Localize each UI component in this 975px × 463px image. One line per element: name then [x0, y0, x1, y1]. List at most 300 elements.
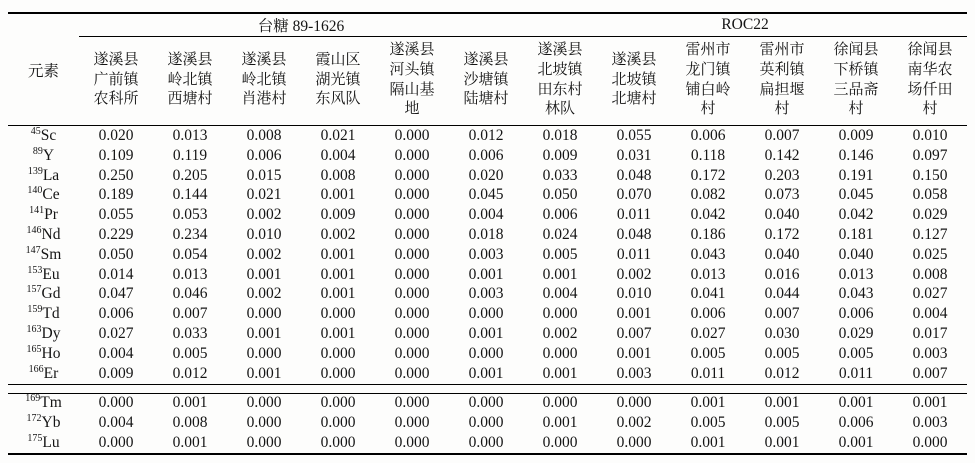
value-cell: 0.004: [320, 146, 356, 164]
rare-earth-element-table: [8, 12, 967, 455]
value-cell: 0.000: [394, 285, 430, 303]
value-cell: 0.001: [819, 393, 893, 414]
value-cell: 0.004: [468, 206, 504, 224]
location-column-header: [153, 37, 227, 126]
value-cell: 0.045: [838, 186, 874, 204]
location-name-line: 河头镇: [389, 61, 435, 78]
location-name-line: 遂溪县: [537, 42, 583, 58]
location-name-line: 北坡镇: [537, 61, 583, 78]
isotope-mass-number: 159: [27, 304, 43, 316]
value-cell: 0.000: [394, 265, 430, 283]
value-cell: 0.000: [394, 325, 430, 343]
isotope-mass-number: 89: [32, 145, 43, 157]
location-name-line: 霞山区: [315, 51, 361, 68]
location-name-line: 田东村: [537, 81, 583, 98]
value-cell: 0.000: [394, 305, 430, 323]
value-cell: 0.002: [616, 414, 652, 432]
value-cell: 0.012: [745, 364, 819, 385]
isotope-mass-number: 166: [28, 363, 44, 375]
value-cell: 0.007: [764, 127, 800, 145]
value-cell: 0.000: [394, 226, 430, 244]
isotope-label: [8, 413, 79, 433]
value-cell: 0.001: [449, 364, 523, 385]
value-cell: 0.040: [838, 245, 874, 263]
location-column-header: [227, 37, 301, 126]
value-cell: 0.021: [246, 186, 282, 204]
value-cell: 0.000: [468, 344, 504, 362]
location-name-line: 村: [848, 101, 864, 118]
value-cell: 0.011: [819, 364, 893, 385]
value-cell: 0.000: [394, 414, 430, 432]
value-cell: 0.000: [227, 393, 301, 414]
value-cell: 0.002: [246, 206, 282, 224]
value-cell: 0.043: [838, 285, 874, 303]
value-cell: 0.053: [172, 206, 208, 224]
location-name-line: 沙塘镇: [463, 71, 509, 88]
table-row-yb: [8, 413, 967, 433]
value-cell: 0.006: [690, 305, 726, 323]
isotope-mass-number: 147: [25, 244, 41, 256]
value-cell: 0.001: [542, 265, 578, 283]
value-cell: 0.001: [246, 325, 282, 343]
element-symbol: Nd: [41, 226, 61, 244]
isotope-label: [8, 225, 79, 245]
location-name-line: 村: [700, 101, 716, 118]
isotope-mass-number: 153: [27, 264, 43, 276]
element-symbol: Tm: [40, 394, 62, 412]
value-cell: 0.000: [394, 127, 430, 145]
value-cell: 0.000: [523, 393, 597, 414]
value-cell: 0.001: [468, 265, 504, 283]
value-cell: 0.055: [616, 127, 652, 145]
value-cell: 0.000: [542, 305, 578, 323]
value-cell: 0.000: [246, 414, 282, 432]
location-name-line: 龙门镇: [685, 61, 731, 78]
value-cell: 0.016: [764, 265, 800, 283]
location-column-header: [449, 37, 523, 126]
location-name-line: 南华农: [907, 61, 953, 78]
element-symbol: Pr: [44, 206, 58, 224]
value-cell: 0.041: [690, 285, 726, 303]
variety-group-row: [8, 14, 967, 37]
value-cell: 0.000: [449, 393, 523, 414]
table-row-y: [8, 146, 967, 166]
element-symbol: Dy: [41, 325, 61, 343]
table-row-gd: [8, 285, 967, 305]
value-cell: 0.018: [542, 127, 578, 145]
element-symbol: Eu: [42, 265, 60, 283]
table-row-sc: [8, 126, 967, 146]
location-column-header: [671, 37, 745, 126]
location-name-line: 遂溪县: [93, 51, 139, 68]
value-cell: 0.008: [320, 166, 356, 184]
value-cell: 0.000: [542, 434, 578, 452]
element-column-header: 元素: [8, 14, 79, 126]
location-name-line: 岭北镇: [241, 71, 287, 88]
element-symbol: Lu: [42, 434, 60, 452]
value-cell: 0.042: [838, 206, 874, 224]
value-cell: 0.009: [79, 364, 153, 385]
table-body-heavy-ree: [8, 393, 967, 453]
isotope-label: [8, 393, 79, 414]
value-cell: 0.007: [893, 364, 967, 385]
location-name-line: 场仟田: [907, 81, 953, 98]
table-row-dy: [8, 324, 967, 344]
value-cell: 0.001: [320, 325, 356, 343]
location-name-line: 肖港村: [241, 91, 287, 108]
value-cell: 0.000: [468, 434, 504, 452]
value-cell: 0.043: [690, 245, 726, 263]
location-name-line: 陆塘村: [463, 91, 509, 108]
value-cell: 0.001: [616, 305, 652, 323]
location-name-line: 徐闻县: [833, 42, 879, 58]
value-cell: 0.008: [246, 127, 282, 145]
location-name-line: 湖光镇: [315, 71, 361, 88]
value-cell: 0.000: [394, 344, 430, 362]
value-cell: 0.001: [153, 393, 227, 414]
value-cell: 0.118: [690, 146, 726, 164]
value-cell: 0.002: [246, 285, 282, 303]
isotope-label: [8, 126, 79, 146]
spacer-row: [8, 385, 967, 393]
value-cell: 0.000: [246, 305, 282, 323]
table-row-ce: [8, 186, 967, 206]
value-cell: 0.009: [838, 127, 874, 145]
value-cell: 0.013: [690, 265, 726, 283]
value-cell: 0.006: [98, 305, 134, 323]
value-cell: 0.006: [468, 146, 504, 164]
value-cell: 0.001: [893, 393, 967, 414]
value-cell: 0.001: [246, 265, 282, 283]
value-cell: 0.001: [172, 434, 208, 452]
location-name-line: 村: [774, 101, 790, 118]
value-cell: 0.046: [172, 285, 208, 303]
value-cell: 0.050: [98, 245, 134, 263]
value-cell: 0.001: [838, 434, 874, 452]
isotope-label: [8, 344, 79, 364]
group-header-taitang-89-1626: 台糖 89-1626: [79, 14, 523, 37]
value-cell: 0.001: [468, 325, 504, 343]
table-row-td: [8, 304, 967, 324]
location-column-header: [375, 37, 449, 126]
value-cell: 0.048: [616, 166, 652, 184]
value-cell: 0.003: [912, 414, 948, 432]
isotope-label: [8, 304, 79, 324]
location-name-line: 英利镇: [759, 61, 805, 78]
isotope-mass-number: 157: [26, 284, 42, 296]
value-cell: 0.027: [912, 285, 948, 303]
location-column-header: [745, 37, 819, 126]
element-symbol: Y: [42, 146, 55, 164]
value-cell: 0.008: [912, 265, 948, 283]
value-cell: 0.013: [172, 127, 208, 145]
value-cell: 0.142: [764, 146, 800, 164]
value-cell: 0.119: [172, 146, 208, 164]
value-cell: 0.000: [320, 344, 356, 362]
value-cell: 0.000: [79, 393, 153, 414]
table-row-lu: [8, 433, 967, 453]
value-cell: 0.009: [542, 146, 578, 164]
value-cell: 0.014: [98, 265, 134, 283]
value-cell: 0.004: [542, 285, 578, 303]
value-cell: 0.000: [375, 364, 449, 385]
location-name-line: 遂溪县: [167, 51, 213, 68]
isotope-mass-number: 140: [27, 185, 43, 197]
isotope-mass-number: 146: [26, 224, 42, 236]
value-cell: 0.006: [690, 127, 726, 145]
value-cell: 0.033: [542, 166, 578, 184]
value-cell: 0.031: [616, 146, 652, 164]
value-cell: 0.003: [912, 344, 948, 362]
location-name-line: 村: [922, 101, 938, 118]
value-cell: 0.000: [394, 206, 430, 224]
location-name-line: 徐闻县: [907, 42, 953, 58]
value-cell: 0.000: [468, 305, 504, 323]
value-cell: 0.010: [616, 285, 652, 303]
table-row-er: [8, 364, 967, 385]
location-name-line: 隔山基: [389, 81, 435, 98]
location-header-row: [8, 37, 967, 126]
isotope-label: [8, 166, 79, 186]
value-cell: 0.097: [912, 146, 948, 164]
location-column-header: [523, 37, 597, 126]
location-name-line: 遂溪县: [611, 51, 657, 68]
table-row-ho: [8, 344, 967, 364]
value-cell: 0.001: [227, 364, 301, 385]
value-cell: 0.047: [98, 285, 134, 303]
location-name-line: 北塘村: [611, 91, 657, 108]
value-cell: 0.002: [246, 245, 282, 263]
value-cell: 0.003: [468, 245, 504, 263]
value-cell: 0.020: [468, 166, 504, 184]
value-cell: 0.025: [912, 245, 948, 263]
value-cell: 0.015: [246, 166, 282, 184]
value-cell: 0.001: [542, 414, 578, 432]
value-cell: 0.055: [98, 206, 134, 224]
value-cell: 0.205: [172, 166, 208, 184]
value-cell: 0.054: [172, 245, 208, 263]
element-symbol: Ce: [42, 186, 60, 204]
value-cell: 0.011: [616, 245, 652, 263]
isotope-label: [8, 285, 79, 305]
location-name-line: 林队: [545, 101, 576, 118]
location-name-line: 农科所: [93, 91, 139, 108]
value-cell: 0.000: [375, 393, 449, 414]
value-cell: 0.000: [246, 344, 282, 362]
value-cell: 0.150: [912, 166, 948, 184]
value-cell: 0.007: [616, 325, 652, 343]
value-cell: 0.001: [320, 245, 356, 263]
value-cell: 0.004: [912, 305, 948, 323]
value-cell: 0.010: [912, 127, 948, 145]
element-symbol: Ho: [41, 344, 61, 362]
value-cell: 0.010: [246, 226, 282, 244]
isotope-label: [8, 433, 79, 453]
value-cell: 0.000: [246, 434, 282, 452]
value-cell: 0.058: [912, 186, 948, 204]
value-cell: 0.021: [320, 127, 356, 145]
value-cell: 0.006: [246, 146, 282, 164]
value-cell: 0.012: [153, 364, 227, 385]
element-symbol: Td: [42, 305, 60, 323]
value-cell: 0.000: [320, 434, 356, 452]
value-cell: 0.029: [912, 206, 948, 224]
value-cell: 0.002: [320, 226, 356, 244]
value-cell: 0.048: [616, 226, 652, 244]
value-cell: 0.004: [98, 344, 134, 362]
table-row-sm: [8, 245, 967, 265]
value-cell: 0.234: [172, 226, 208, 244]
value-cell: 0.012: [468, 127, 504, 145]
value-cell: 0.001: [745, 393, 819, 414]
value-cell: 0.029: [838, 325, 874, 343]
value-cell: 0.013: [838, 265, 874, 283]
location-name-line: 岭北镇: [167, 71, 213, 88]
value-cell: 0.002: [616, 265, 652, 283]
table-body-light-ree: [8, 126, 967, 384]
location-column-header: [79, 37, 153, 126]
value-cell: 0.000: [394, 434, 430, 452]
value-cell: 0.001: [671, 393, 745, 414]
value-cell: 0.181: [838, 226, 874, 244]
value-cell: 0.000: [468, 414, 504, 432]
value-cell: 0.000: [301, 393, 375, 414]
value-cell: 0.172: [764, 226, 800, 244]
value-cell: 0.191: [838, 166, 874, 184]
value-cell: 0.000: [394, 146, 430, 164]
isotope-mass-number: 163: [26, 323, 42, 335]
value-cell: 0.005: [764, 414, 800, 432]
element-symbol: La: [42, 166, 60, 184]
location-name-line: 三品斋: [833, 81, 879, 98]
location-name-line: 西塘村: [167, 91, 213, 108]
value-cell: 0.027: [690, 325, 726, 343]
value-cell: 0.008: [172, 414, 208, 432]
value-cell: 0.006: [838, 414, 874, 432]
location-column-header: [819, 37, 893, 126]
value-cell: 0.082: [690, 186, 726, 204]
location-name-line: 广前镇: [93, 71, 139, 88]
value-cell: 0.007: [764, 305, 800, 323]
location-column-header: [893, 37, 967, 126]
value-cell: 0.109: [98, 146, 134, 164]
value-cell: 0.018: [468, 226, 504, 244]
element-symbol: Yb: [41, 414, 61, 432]
value-cell: 0.005: [838, 344, 874, 362]
location-name-line: 北坡镇: [611, 71, 657, 88]
table-header: [8, 14, 967, 126]
value-cell: 0.001: [616, 344, 652, 362]
value-cell: 0.172: [690, 166, 726, 184]
isotope-label: [8, 205, 79, 225]
value-cell: 0.000: [394, 166, 430, 184]
value-cell: 0.127: [912, 226, 948, 244]
location-name-line: 遂溪县: [389, 42, 435, 58]
table-row-eu: [8, 265, 967, 285]
value-cell: 0.033: [172, 325, 208, 343]
value-cell: 0.001: [690, 434, 726, 452]
value-cell: 0.001: [320, 186, 356, 204]
isotope-label: [8, 186, 79, 206]
location-name-line: 遂溪县: [241, 51, 287, 68]
value-cell: 0.005: [542, 245, 578, 263]
element-symbol: Er: [43, 364, 59, 382]
isotope-mass-number: 45: [30, 125, 41, 137]
value-cell: 0.070: [616, 186, 652, 204]
location-name-line: 遂溪县: [463, 51, 509, 68]
isotope-mass-number: 175: [27, 432, 43, 444]
value-cell: 0.002: [542, 325, 578, 343]
value-cell: 0.250: [98, 166, 134, 184]
value-cell: 0.027: [98, 325, 134, 343]
location-name-line: 东风队: [315, 91, 361, 108]
value-cell: 0.004: [98, 414, 134, 432]
value-cell: 0.000: [320, 305, 356, 323]
value-cell: 0.024: [542, 226, 578, 244]
value-cell: 0.044: [764, 285, 800, 303]
table-row-la: [8, 166, 967, 186]
value-cell: 0.005: [172, 344, 208, 362]
value-cell: 0.001: [764, 434, 800, 452]
group-header-roc22: ROC22: [523, 14, 967, 37]
value-cell: 0.000: [98, 434, 134, 452]
value-cell: 0.000: [597, 393, 671, 414]
value-cell: 0.001: [320, 285, 356, 303]
value-cell: 0.000: [616, 434, 652, 452]
value-cell: 0.006: [542, 206, 578, 224]
table-row-pr: [8, 205, 967, 225]
location-name-line: 地: [404, 101, 420, 118]
value-cell: 0.003: [597, 364, 671, 385]
isotope-mass-number: 139: [27, 165, 43, 177]
isotope-label: [8, 324, 79, 344]
location-column-header: [597, 37, 671, 126]
value-cell: 0.009: [320, 206, 356, 224]
value-cell: 0.040: [764, 206, 800, 224]
value-cell: 0.042: [690, 206, 726, 224]
value-cell: 0.000: [912, 434, 948, 452]
value-cell: 0.000: [301, 364, 375, 385]
isotope-label: [8, 364, 79, 385]
value-cell: 0.011: [616, 206, 652, 224]
location-name-line: 铺白岭: [685, 81, 731, 98]
value-cell: 0.005: [690, 414, 726, 432]
value-cell: 0.017: [912, 325, 948, 343]
value-cell: 0.229: [98, 226, 134, 244]
isotope-mass-number: 165: [26, 343, 42, 355]
value-cell: 0.000: [542, 344, 578, 362]
isotope-label: [8, 265, 79, 285]
value-cell: 0.001: [523, 364, 597, 385]
value-cell: 0.050: [542, 186, 578, 204]
value-cell: 0.003: [468, 285, 504, 303]
section-gap: [8, 385, 967, 393]
value-cell: 0.000: [394, 186, 430, 204]
value-cell: 0.005: [764, 344, 800, 362]
location-column-header: [301, 37, 375, 126]
element-symbol: Gd: [41, 285, 61, 303]
value-cell: 0.005: [690, 344, 726, 362]
value-cell: 0.146: [838, 146, 874, 164]
element-symbol: Sc: [40, 127, 57, 145]
location-name-line: 雷州市: [759, 42, 805, 58]
value-cell: 0.073: [764, 186, 800, 204]
isotope-label: [8, 146, 79, 166]
value-cell: 0.020: [98, 127, 134, 145]
value-cell: 0.189: [98, 186, 134, 204]
value-cell: 0.001: [320, 265, 356, 283]
value-cell: 0.000: [320, 414, 356, 432]
